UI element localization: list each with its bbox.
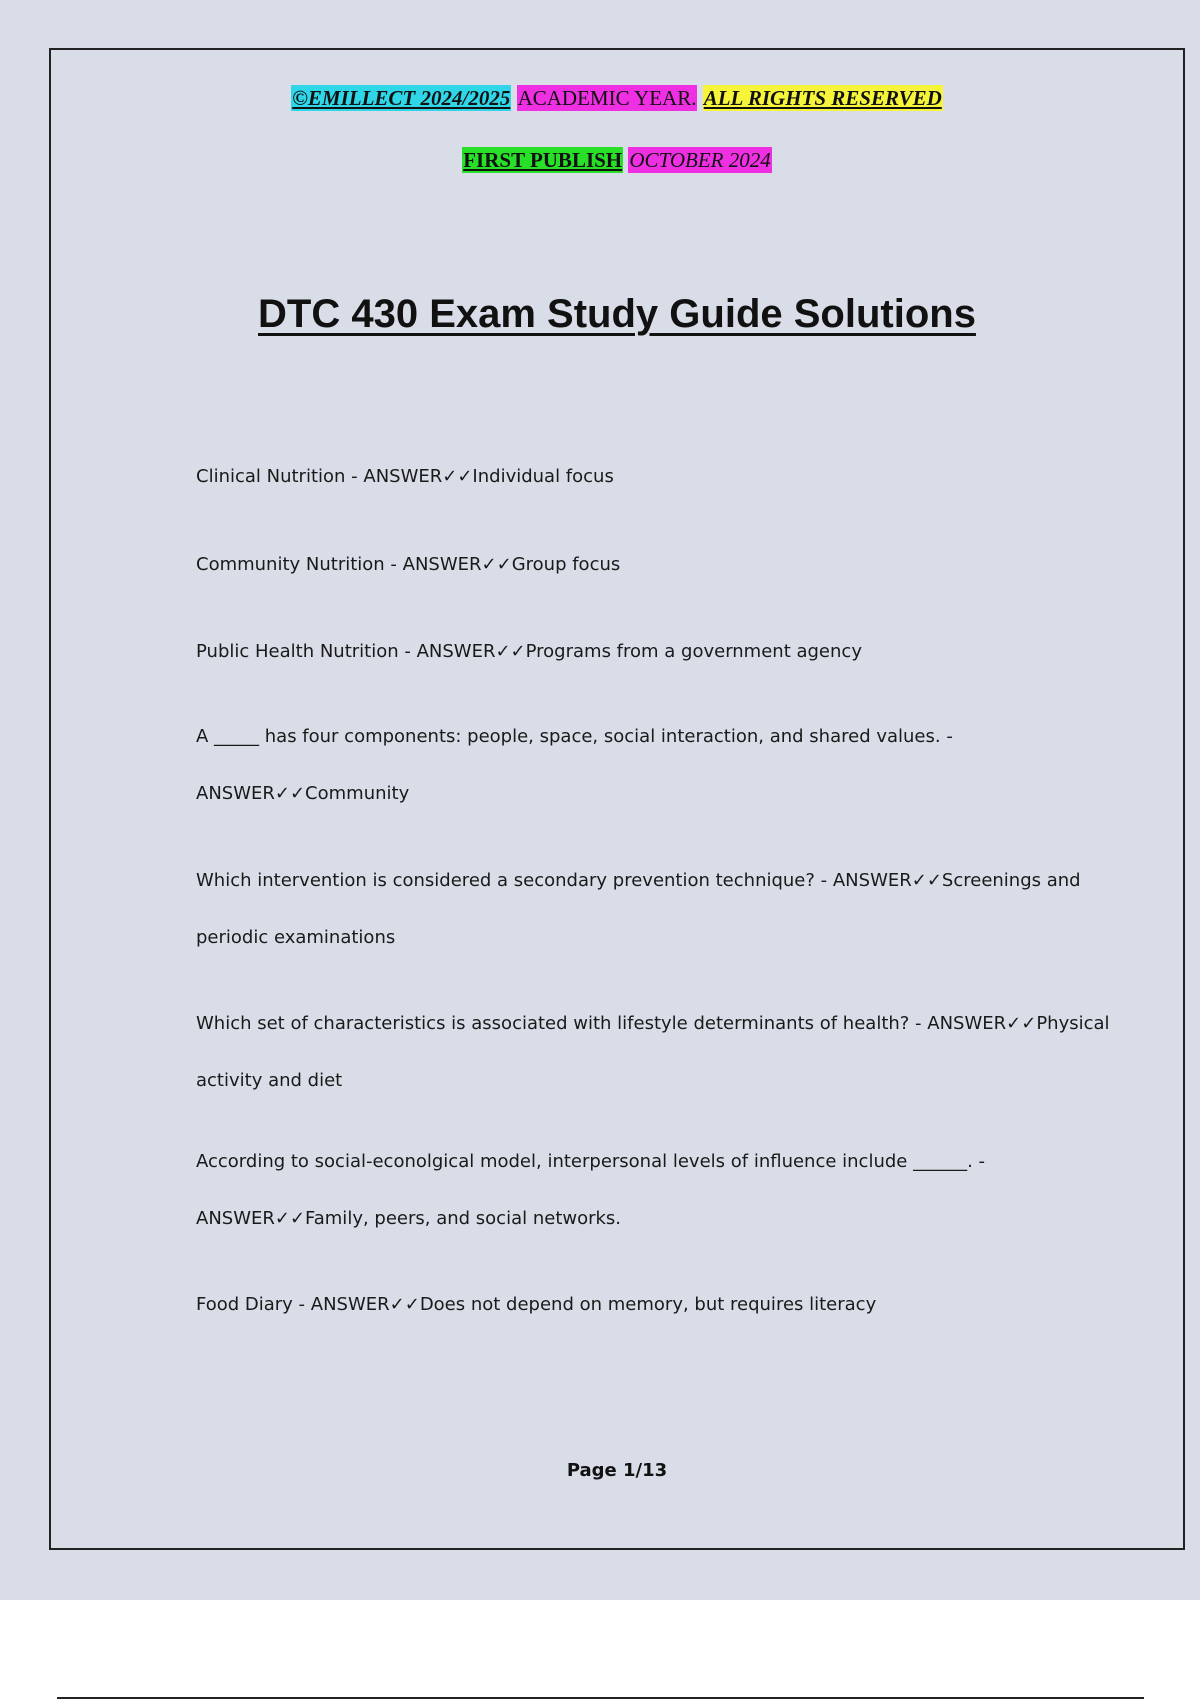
header-rights-line	[51, 86, 1183, 111]
document-title	[51, 292, 1183, 337]
qa-item: Clinical Nutrition - ANSWER✓✓Individual focus	[196, 466, 614, 487]
header-publish-line	[51, 148, 1183, 173]
bottom-divider	[57, 1697, 1144, 1699]
page-number: Page 1/13	[566, 1460, 668, 1481]
qa-item: Which set of characteristics is associated with lifestyle determinants of health? - ANSWER✓✓Physical activity and diet	[196, 1013, 1110, 1091]
first-publish-text: FIRST PUBLISH	[463, 148, 623, 172]
qa-item: A _____ has four components: people, space, social interaction, and shared values. - ANSWER✓✓Community	[196, 726, 953, 804]
copyright-text: ©EMILLECT 2024/2025	[292, 86, 511, 110]
qa-item: Public Health Nutrition - ANSWER✓✓Programs from a government agency	[196, 641, 862, 662]
qa-item: Which intervention is considered a secondary prevention technique? - ANSWER✓✓Screenings and periodic examinations	[196, 870, 1081, 948]
publish-date-text: OCTOBER 2024	[629, 148, 771, 172]
qa-item: According to social-econolgical model, interpersonal levels of influence include ______. - ANSWER✓✓Family, peers, and social networks.	[196, 1151, 986, 1229]
academic-year-text: ACADEMIC YEAR.	[517, 86, 697, 110]
rights-reserved-text: ALL RIGHTS RESERVED	[703, 86, 942, 110]
page-frame	[49, 48, 1185, 1550]
document-title-text: DTC 430 Exam Study Guide Solutions	[258, 292, 976, 336]
qa-item: Community Nutrition - ANSWER✓✓Group focus	[196, 554, 621, 575]
qa-item: Food Diary - ANSWER✓✓Does not depend on memory, but requires literacy	[196, 1294, 877, 1315]
